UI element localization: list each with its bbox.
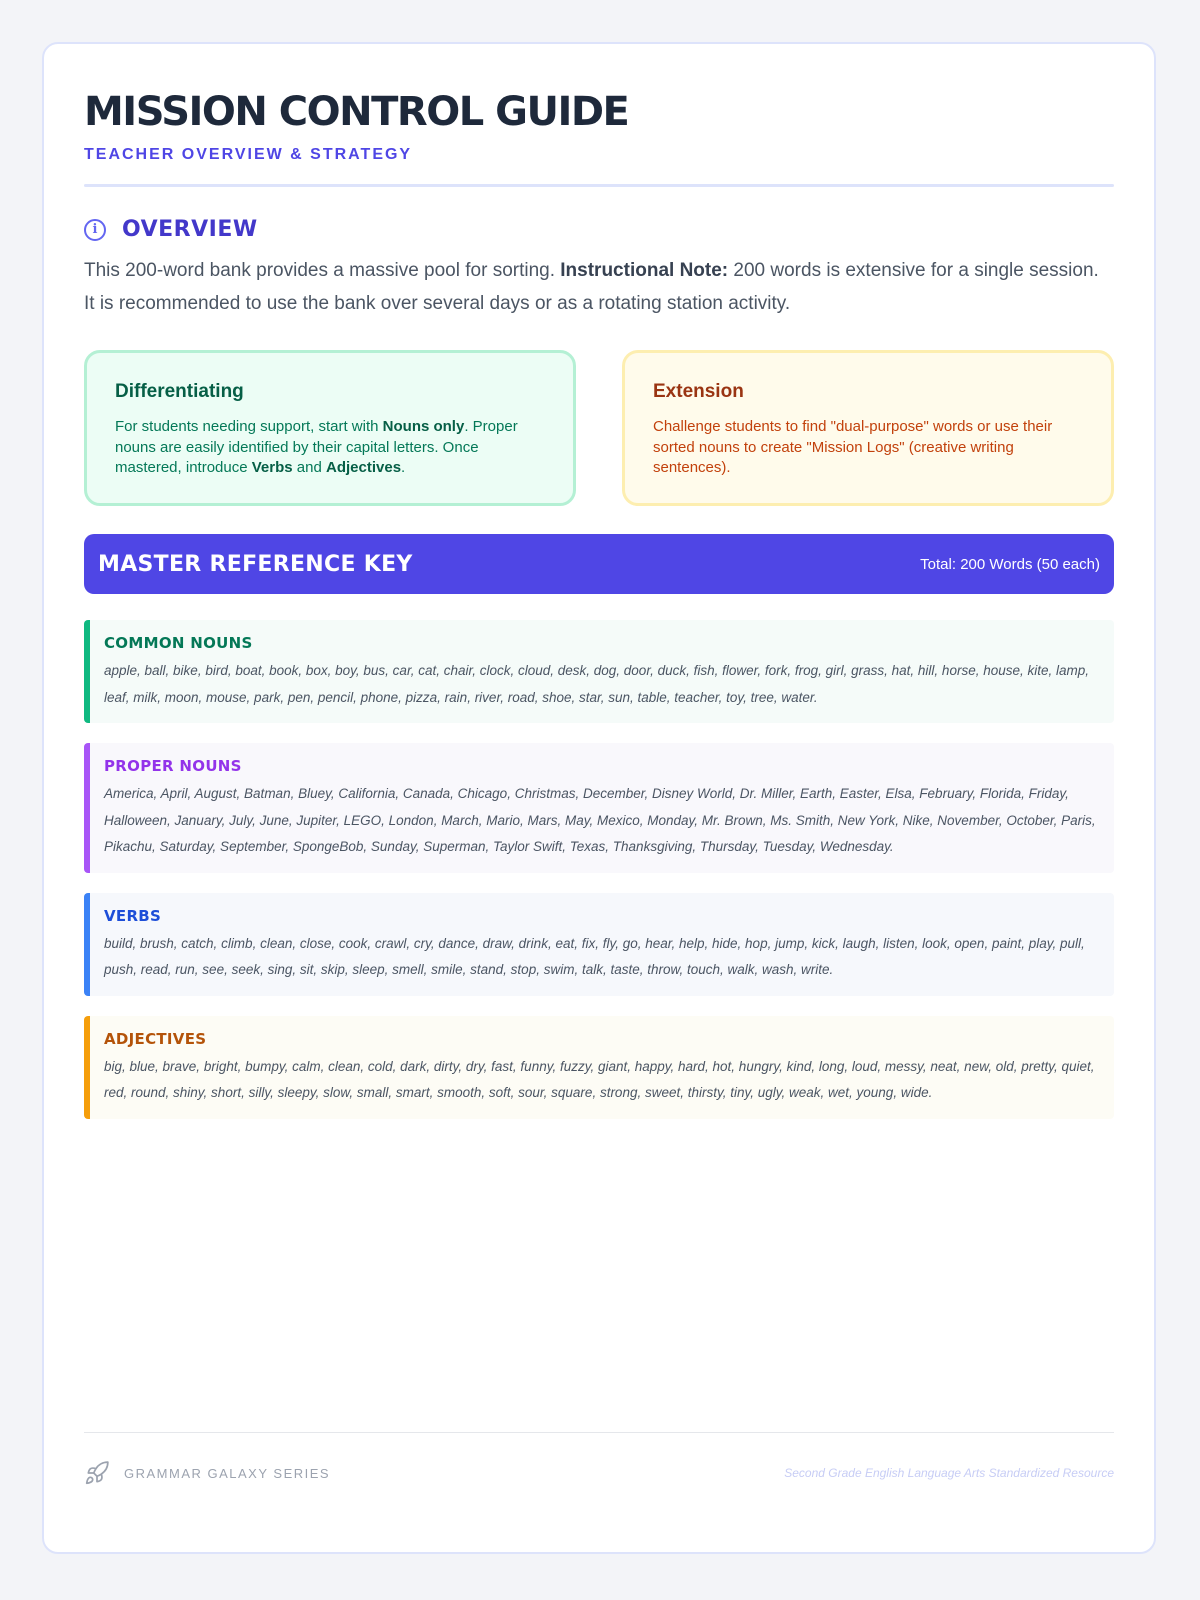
extension-title: Extension <box>653 381 744 402</box>
overview-title: OVERVIEW <box>122 217 258 242</box>
diff-text-3: and <box>292 459 326 476</box>
series-name: GRAMMAR GALAXY SERIES <box>124 1465 331 1481</box>
diff-text-2: . Proper nouns are easily identified by their capital letters. Once mastered, introduce <box>115 418 518 476</box>
reference-total: Total: 200 Words (50 each) <box>920 555 1100 573</box>
strategy-cards <box>84 350 1114 506</box>
common-nouns-words: apple, ball, bike, bird, boat, book, box, boy, bus, car, cat, chair, clock, cloud, desk, dog, door, duck, fish, flower, fork, frog, girl, grass, hat, hill, horse, house, kite, lamp, leaf, milk, moon, mouse, park, pen, pencil, phone, pizza, rain, river, road, shoe, star, sun, table, teacher, toy, tree, water. <box>104 663 1090 705</box>
reference-key-title: MASTER REFERENCE KEY <box>98 551 413 577</box>
extension-body: Challenge students to find "dual-purpose" words or use their sorted nouns to create "Mission Logs" (creative writing sentences). <box>653 418 1053 476</box>
overview-text <box>84 254 1114 320</box>
instructional-note-label: Instructional Note: <box>560 260 729 281</box>
overview-intro: This 200-word bank provides a massive pool for sorting. <box>84 260 561 281</box>
verbs-words: build, brush, catch, climb, clean, close, cook, crawl, cry, dance, draw, drink, eat, fix, fly, go, hear, help, hide, hop, jump, kick, laugh, listen, look, open, paint, play, pull, push, read, run, see, seek, sing, sit, skip, sleep, smell, smile, stand, stop, swim, talk, taste, throw, touch, walk, wash, write. <box>104 935 1085 977</box>
verbs-section <box>84 893 1114 996</box>
extension-card <box>622 350 1114 506</box>
resource-label: Second Grade English Language Arts Standardized Resource <box>784 1466 1114 1480</box>
common-nouns-section <box>84 620 1114 723</box>
info-icon: i <box>84 219 106 241</box>
page-subtitle: TEACHER OVERVIEW & STRATEGY <box>84 146 413 163</box>
diff-text-4: . <box>401 459 406 476</box>
diff-bold-adjectives: Adjectives <box>326 459 402 476</box>
overview-note-text: 200 words is extensive for a single session. It is recommended to use the bank over several days or as a rotating station activity. <box>84 260 1099 314</box>
differentiating-body <box>115 417 545 479</box>
page-footer <box>84 1432 1114 1513</box>
diff-bold-nouns: Nouns only <box>382 418 465 435</box>
diff-text-1: For students needing support, start with <box>115 418 383 435</box>
proper-nouns-section <box>84 743 1114 873</box>
proper-nouns-words: America, April, August, Batman, Bluey, California, Canada, Chicago, Christmas, December, Disney World, Dr. Miller, Earth, Easter, Elsa, February, Florida, Friday, Halloween, January, July, June, Jupiter, LEGO, London, March, Mario, Mars, May, Mexico, Monday, Mr. Brown, Ms. Smith, New York, Nike, November, October, Paris, Pikachu, Saturday, September, SpongeBob, Sunday, Superman, Taylor Swift, Texas, Thanksgiving, Thursday, Tuesday, Wednesday. <box>104 786 1096 854</box>
diff-bold-verbs: Verbs <box>251 459 293 476</box>
guide-page <box>42 42 1156 1554</box>
adjectives-words: big, blue, brave, bright, bumpy, calm, clean, cold, dark, dirty, dry, fast, funny, fuzzy, giant, happy, hard, hot, hungry, kind, long, loud, messy, neat, new, old, pretty, quiet, red, round, shiny, short, silly, sleepy, slow, small, smart, smooth, soft, sour, square, strong, sweet, thirsty, tiny, ugly, weak, wet, young, wide. <box>104 1058 1095 1100</box>
adjectives-title: ADJECTIVES <box>104 1029 207 1048</box>
verbs-title: VERBS <box>104 906 162 925</box>
footer-brand <box>84 1460 330 1486</box>
common-nouns-title: COMMON NOUNS <box>104 634 253 652</box>
page-title: MISSION CONTROL GUIDE <box>84 89 629 135</box>
overview-heading <box>84 217 1114 242</box>
differentiating-title: Differentiating <box>115 381 244 402</box>
differentiating-card <box>84 350 576 506</box>
proper-nouns-title: PROPER NOUNS <box>104 757 242 775</box>
rocket-icon <box>84 1460 110 1486</box>
adjectives-section <box>84 1016 1114 1119</box>
header-divider <box>84 184 1114 187</box>
master-reference-key-bar <box>84 534 1114 594</box>
